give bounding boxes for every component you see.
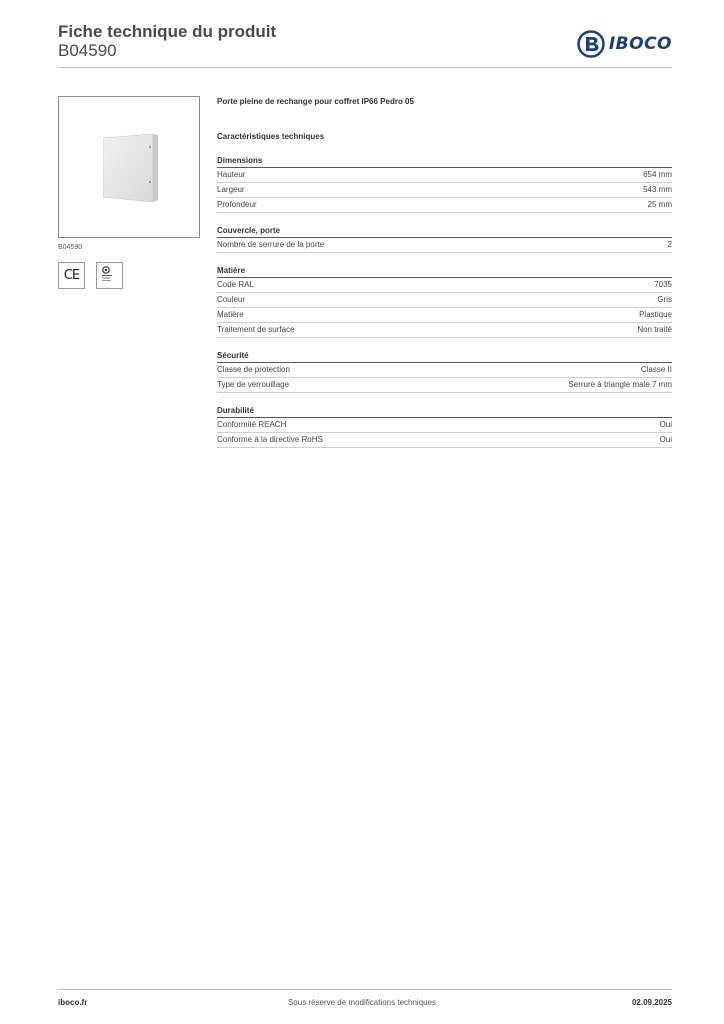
spec-label: Matière bbox=[217, 310, 244, 319]
footer-disclaimer: Sous réserve de modifications techniques bbox=[287, 998, 437, 1007]
spec-label: Hauteur bbox=[217, 170, 246, 179]
spec-row bbox=[217, 168, 672, 183]
iboco-logo bbox=[577, 29, 672, 59]
logo-text: IBOCO bbox=[608, 34, 672, 54]
spec-label: Type de verrouillage bbox=[217, 380, 290, 389]
spec-label: Nombre de serrure de la porte bbox=[217, 240, 325, 249]
spec-group-safety bbox=[217, 351, 672, 393]
spec-row bbox=[217, 183, 672, 198]
spec-value: Oui bbox=[659, 420, 672, 429]
ce-mark-label: CE bbox=[63, 268, 80, 283]
spec-label: Conformité REACH bbox=[217, 420, 287, 429]
spec-row bbox=[217, 418, 672, 433]
group-title: Sécurité bbox=[217, 351, 672, 363]
spec-group-durability bbox=[217, 406, 672, 448]
spec-label: Conforme à la directive RoHS bbox=[217, 435, 323, 444]
spec-group-material bbox=[217, 266, 672, 338]
spec-label: Traitement de surface bbox=[217, 325, 295, 334]
spec-content bbox=[217, 96, 672, 448]
spec-row bbox=[217, 293, 672, 308]
product-image bbox=[58, 96, 200, 238]
spec-value: Plastique bbox=[639, 310, 672, 319]
spec-label: Code RAL bbox=[217, 280, 254, 289]
spec-value: Classe II bbox=[640, 365, 672, 374]
spec-label: Largeur bbox=[217, 185, 245, 194]
spec-value: 2 bbox=[667, 240, 672, 249]
spec-row bbox=[217, 378, 672, 393]
spec-row bbox=[217, 433, 672, 448]
spec-group-cover-door bbox=[217, 226, 672, 253]
spec-value: Serrure à triangle male 7 mm bbox=[568, 380, 672, 389]
footer-divider bbox=[58, 989, 672, 990]
header-divider bbox=[58, 67, 672, 68]
spec-row bbox=[217, 308, 672, 323]
spec-value: 25 mm bbox=[647, 200, 672, 209]
product-title: Porte pleine de rechange pour coffret IP66 Pedro 05 bbox=[217, 97, 414, 106]
product-reference: B04590 bbox=[58, 41, 117, 60]
group-title: Couvercle, porte bbox=[217, 226, 672, 238]
image-caption: B04590 bbox=[58, 244, 83, 251]
iboco-logo-icon bbox=[577, 30, 605, 58]
spec-label: Classe de protection bbox=[217, 365, 290, 374]
spec-value: 543 mm bbox=[643, 185, 672, 194]
page-header bbox=[58, 20, 672, 70]
spec-value: Gris bbox=[657, 295, 672, 304]
spec-group-dimensions bbox=[217, 156, 672, 213]
footer-date: 02.09.2025 bbox=[631, 998, 672, 1007]
group-title: Dimensions bbox=[217, 156, 672, 168]
spec-row bbox=[217, 278, 672, 293]
spec-value: Oui bbox=[659, 435, 672, 444]
spec-row bbox=[217, 323, 672, 338]
section-title: Caractéristiques techniques bbox=[217, 132, 325, 141]
cert-mark-icon bbox=[96, 262, 123, 289]
spec-row bbox=[217, 238, 672, 253]
group-title: Durabilité bbox=[217, 406, 672, 418]
ce-mark-icon bbox=[58, 262, 85, 289]
spec-value: 7035 bbox=[654, 280, 672, 289]
spec-label: Couleur bbox=[217, 295, 246, 304]
spec-value: 654 mm bbox=[643, 170, 672, 179]
spec-row bbox=[217, 363, 672, 378]
cert-symbol-icon bbox=[97, 263, 122, 288]
group-title: Matière bbox=[217, 266, 672, 278]
spec-value: Non traité bbox=[637, 325, 672, 334]
spec-label: Profondeur bbox=[217, 200, 257, 209]
website-link[interactable]: iboco.fr bbox=[58, 998, 88, 1007]
door-panel-image bbox=[103, 134, 158, 202]
page-title: Fiche technique du produit bbox=[58, 22, 277, 41]
spec-row bbox=[217, 198, 672, 213]
